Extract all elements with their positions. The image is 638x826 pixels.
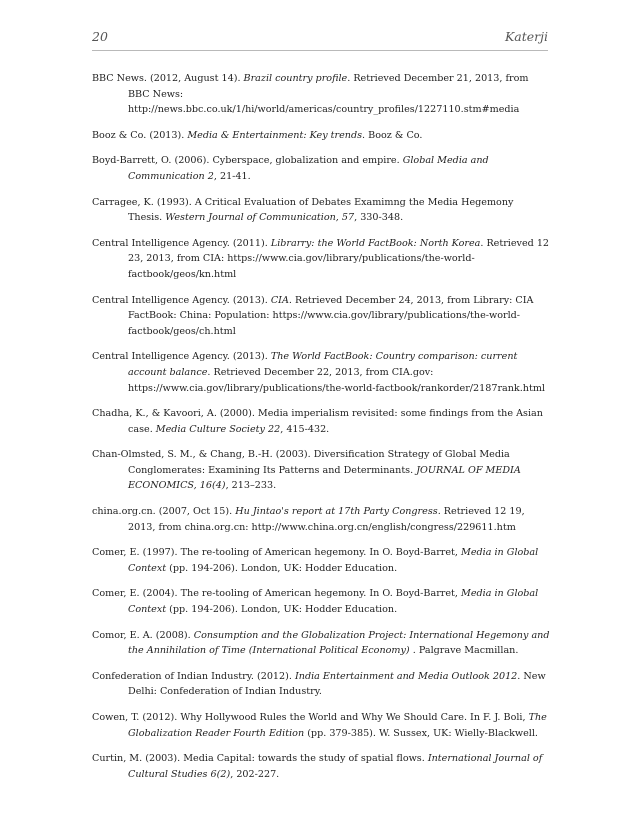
header-rule [92, 50, 548, 51]
reference-entry: Cowen, T. (2012). Why Hollywood Rules the World and Why We Should Care. In F. J. Boli, The Globalization Reader Fourth Edition (pp. 379-385). W. Sussex, UK: Wielly-Blackwell. [92, 712, 547, 739]
reference-entry: Carragee, K. (1993). A Critical Evaluation of Debates Examimng the Media Hegemony Thesis. Western Journal of Communication, 57, 330-348. [92, 196, 514, 224]
reference-entry: Booz & Co. (2013). Media & Entertainment: Key trends. Booz & Co. [92, 129, 423, 141]
reference-entry: china.org.cn. (2007, Oct 15). Hu Jintao's report at 17th Party Congress. Retrieved 12 19, 2013, from china.org.cn: http://www.china.org.cn/english/congress/229611.htm [92, 506, 525, 533]
page-header [92, 29, 548, 49]
reference-entry: Central Intelligence Agency. (2011). Librarry: the World FactBook: North Korea. Retrieved 12 23, 2013, from CIA: https://www.cia.gov/library/publications/the-world-factbook/geos/kn.html [92, 237, 550, 280]
reference-entry: Chan-Olmsted, S. M., & Chang, B.-H. (2003). Diversification Strategy of Global Media Conglomerates: Examining Its Patterns and Determinants. JOURNAL OF MEDIA ECONOMICS, 16(4), 213–233. [92, 449, 521, 492]
reference-entry: Boyd-Barrett, O. (2006). Cyberspace, globalization and empire. Global Media and Communication 2, 21-41. [92, 155, 489, 182]
reference-entry: Comor, E. A. (2008). Consumption and the Globalization Project: International Hegemony and the Annihilation of Time (International Political Economy) . Palgrave Macmillan. [92, 629, 550, 657]
reference-entry: Curtin, M. (2003). Media Capital: towards the study of spatial flows. International Journal of Cultural Studies 6(2), 202-227. [92, 753, 543, 780]
reference-entry: Chadha, K., & Kavoori, A. (2000). Media imperialism revisited: some findings from the Asian case. Media Culture Society 22, 415-432. [92, 408, 543, 435]
reference-entry: Comer, E. (2004). The re-tooling of American hegemony. In O. Boyd-Barret, Media in Global Context (pp. 194-206). London, UK: Hodder Education. [92, 588, 539, 616]
reference-entry: Central Intelligence Agency. (2013). CIA. Retrieved December 24, 2013, from Library: CIA FactBook: China: Population: https://www.cia.gov/library/publications/the-world-factbook/geos/ch.html [92, 294, 534, 337]
reference-list [92, 71, 550, 792]
reference-entry: Confederation of Indian Industry. (2012). India Entertainment and Media Outlook 2012. New Delhi: Confederation of Indian Industry. [92, 670, 546, 698]
running-head-author: Katerji [504, 29, 548, 44]
reference-entry: Central Intelligence Agency. (2013). The World FactBook: Country comparison: current account balance. Retrieved December 22, 2013, from CIA.gov: https://www.cia.gov/library/publications/the-world-factbook/rankorder/2187rank.html [92, 351, 545, 394]
page-number: 20 [92, 29, 108, 44]
reference-entry: Comer, E. (1997). The re-tooling of American hegemony. In O. Boyd-Barret, Media in Global Context (pp. 194-206). London, UK: Hodder Education. [92, 547, 539, 574]
reference-entry: BBC News. (2012, August 14). Brazil country profile. Retrieved December 21, 2013, from BBC News: http://news.bbc.co.uk/1/hi/world/americas/country_profiles/1227110.stm#media [92, 73, 529, 116]
